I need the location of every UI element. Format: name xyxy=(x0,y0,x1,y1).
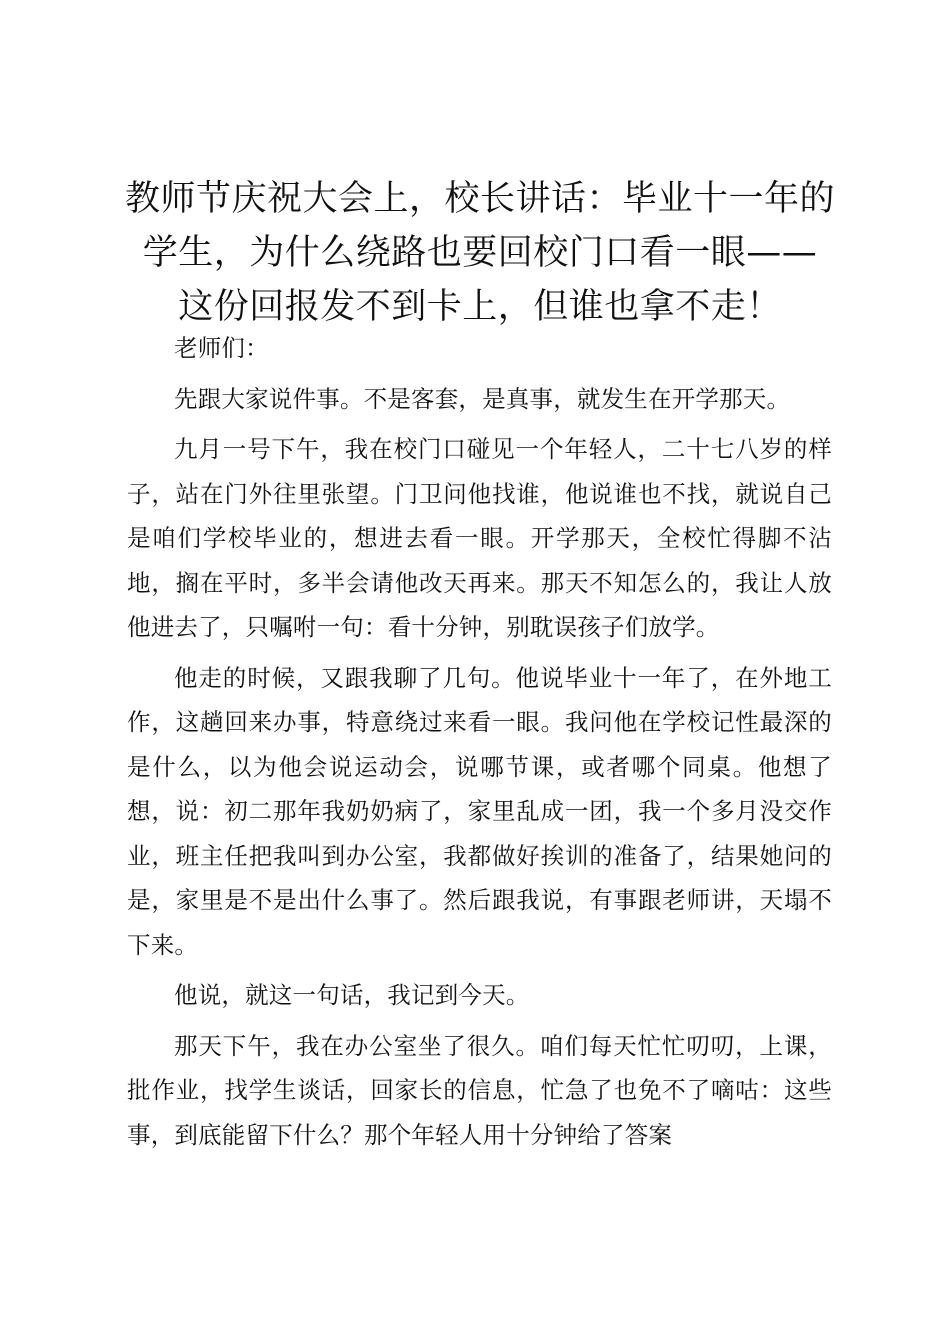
paragraph: 他说，就这一句话，我记到今天。 xyxy=(174,981,530,1009)
document-body xyxy=(127,326,832,1163)
paragraph: 九月一号下午，我在校门口碰见一个年轻人，二十七八岁的样子，站在门外往里张望。门卫问他找谁，他说谁也不找，就说自己是咱们学校毕业的，想进去看一眼。开学那天，全校忙得脚不沾地，搁在平时，多半会请他改天再来。那天不知怎么的，我让人放他进去了，只嘱咐一句：看十分钟，别耽误孩子们放学。 xyxy=(127,435,832,641)
paragraph: 他走的时候，又跟我聊了几句。他说毕业十一年了，在外地工作，这趟回来办事，特意绕过来看一眼。我问他在学校记性最深的是什么，以为他会说运动会，说哪节课，或者哪个同桌。他想了想，说：初二那年我奶奶病了，家里乱成一团，我一个多月没交作业，班主任把我叫到办公室，我都做好挨训的准备了，结果她问的是，家里是不是出什么事了。然后跟我说，有事跟老师讲，天塌不下来。 xyxy=(127,663,832,959)
paragraph: 那天下午，我在办公室坐了很久。咱们每天忙忙叨叨，上课，批作业，找学生谈话，回家长的信息，忙急了也免不了嘀咕：这些事，到底能留下什么？那个年轻人用十分钟给了答案 xyxy=(127,1031,832,1149)
salutation: 老师们： xyxy=(174,334,269,362)
paragraph: 先跟大家说件事。不是客套，是真事，就发生在开学那天。 xyxy=(174,384,791,413)
document-title xyxy=(110,172,850,334)
title-line: 学生，为什么绕路也要回校门口看一眼—— xyxy=(142,233,818,273)
title-line: 教师节庆祝大会上，校长讲话：毕业十一年的 xyxy=(124,179,835,219)
title-line: 这份回报发不到卡上，但谁也拿不走！ xyxy=(178,287,782,327)
